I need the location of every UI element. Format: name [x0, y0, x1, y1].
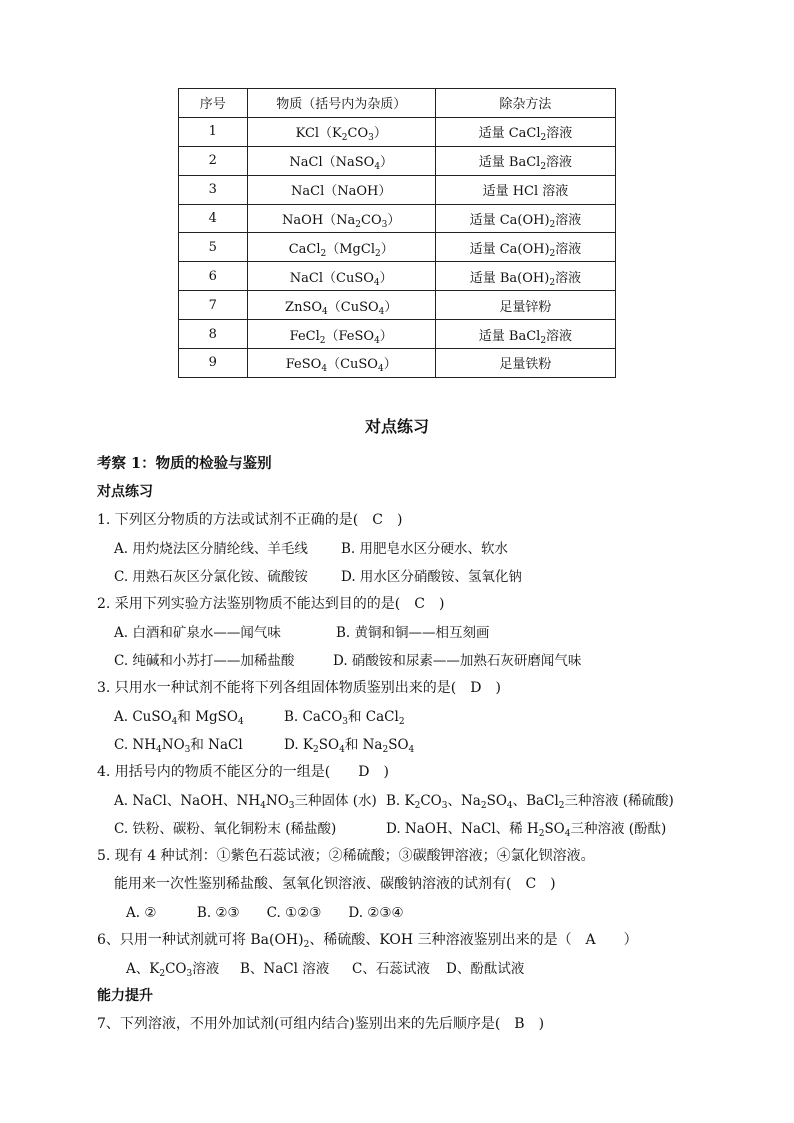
- section-title: 对点练习: [364, 417, 429, 436]
- q3-option-b: B. CaCO$_3$和 CaCl$_2$: [284, 709, 405, 727]
- header-method: 除杂方法: [435, 89, 615, 118]
- q2-option-a: A. 白酒和矿泉水——闻气味: [114, 625, 281, 641]
- question-1-stem: 1. 下列区分物质的方法或试剂不正确的是( C ): [97, 512, 403, 528]
- cell-substance: $NaOH(Na_2CO_3)$: [247, 204, 435, 233]
- q4-option-c: C. 铁粉、碳粉、氧化铜粉末 (稀盐酸): [114, 821, 337, 837]
- q3-option-d: D. $K_2SO_4$和 $Na_2SO_4$: [284, 737, 415, 755]
- q1-option-a: A. 用灼烧法区分腈纶线、羊毛线: [114, 541, 308, 557]
- table-header-row: [179, 89, 616, 118]
- q6-option-b: B、NaCl 溶液: [240, 961, 330, 977]
- cell-substance: FeCl$_2$（FeSO$_4$）: [247, 320, 435, 349]
- q1-option-c: C. 用熟石灰区分氯化铵、硫酸铵: [114, 569, 308, 585]
- topic-heading: 考察 1：物质的检验与鉴别: [97, 455, 272, 472]
- cell-method: 足量锌粉: [435, 291, 615, 320]
- cell-method: 适量 CaCl$_2$溶液: [435, 117, 615, 146]
- cell-index: 1: [179, 117, 248, 146]
- question-3-stem: 3. 只用水一种试剂不能将下列各组固体物质鉴别出来的是( D ): [97, 680, 501, 696]
- question-4-stem: 4. 用括号内的物质不能区分的一组是( D ): [97, 764, 389, 780]
- q3-option-a: A. CuSO$_4$和 MgSO$_4$: [114, 709, 244, 727]
- question-2-stem: 2. 采用下列实验方法鉴别物质不能达到目的的是( C ): [97, 596, 445, 612]
- cell-index: 5: [179, 233, 248, 262]
- table-row: [179, 233, 616, 262]
- cell-substance: $KCl(K_2CO_3)$: [247, 117, 435, 146]
- cell-index: 9: [179, 349, 248, 378]
- table-row: [179, 320, 616, 349]
- cell-substance: NaCl（NaSO$_4$）: [247, 146, 435, 175]
- cell-method: 适量 $Ca(OH)_2$溶液: [435, 233, 615, 262]
- cell-substance: NaCl（NaOH）: [247, 175, 435, 204]
- cell-method: 适量 $Ba(OH)_2$溶液: [435, 262, 615, 291]
- cell-substance: FeSO$_4$（CuSO$_4$）: [247, 349, 435, 378]
- table-row: [179, 349, 616, 378]
- q1-option-b: B. 用肥皂水区分硬水、软水: [341, 541, 509, 557]
- q2-option-d: D. 硝酸铵和尿素——加熟石灰研磨闻气味: [333, 653, 582, 669]
- cell-substance: NaCl（CuSO$_4$）: [247, 262, 435, 291]
- sub-heading-ability: 能力提升: [97, 988, 153, 1004]
- table-row: [179, 204, 616, 233]
- cell-index: 8: [179, 320, 248, 349]
- question-5-stem-cont: 能用来一次性鉴别稀盐酸、氢氧化钡溶液、碳酸钠溶液的试剂有( C ): [114, 876, 556, 892]
- question-6-stem: 6、只用一种试剂就可将 $Ba(OH)_2$、稀硫酸、KOH 三种溶液鉴别出来的是（ A ）: [97, 932, 638, 950]
- cell-method: 适量 BaCl$_2$溶液: [435, 320, 615, 349]
- table-row: [179, 291, 616, 320]
- q6-option-d: D、酚酞试液: [446, 961, 525, 977]
- cell-substance: CaCl$_2$（MgCl$_2$）: [247, 233, 435, 262]
- cell-index: 7: [179, 291, 248, 320]
- cell-substance: ZnSO$_4$（CuSO$_4$）: [247, 291, 435, 320]
- cell-method: 适量 BaCl$_2$溶液: [435, 146, 615, 175]
- cell-index: 2: [179, 146, 248, 175]
- table-row: [179, 262, 616, 291]
- cell-index: 3: [179, 175, 248, 204]
- table-row: [179, 175, 616, 204]
- cell-method: 适量 $Ca(OH)_2$溶液: [435, 204, 615, 233]
- q2-option-b: B. 黄铜和铜——相互刻画: [336, 625, 490, 641]
- table-row: [179, 117, 616, 146]
- q2-option-c: C. 纯碱和小苏打——加稀盐酸: [114, 653, 295, 669]
- header-substance: 物质（括号内为杂质）: [247, 89, 435, 118]
- q4-option-b: B. $K_2CO_3$、$Na_2SO_4$、BaCl$_2$三种溶液 (稀硫酸): [386, 793, 674, 811]
- q1-option-d: D. 用水区分硝酸铵、氢氧化钠: [341, 569, 522, 585]
- q4-option-a: A. NaCl、NaOH、$NH_4NO_3$三种固体 (水): [114, 793, 377, 811]
- q3-option-c: C. $NH_4NO_3$和 NaCl: [114, 737, 243, 755]
- impurity-removal-table: [178, 88, 616, 378]
- cell-method: 足量铁粉: [435, 349, 615, 378]
- cell-method: 适量 HCl 溶液: [435, 175, 615, 204]
- q5-options: A. ② B. ②③ C. ①②③ D. ②③④: [126, 905, 404, 921]
- q4-option-d: D. NaOH、NaCl、稀 $H_2SO_4$三种溶液 (酚酞): [386, 821, 667, 839]
- cell-index: 6: [179, 262, 248, 291]
- sub-heading-practice: 对点练习: [97, 484, 153, 500]
- q6-option-a: A、$K_2CO_3$溶液: [126, 961, 220, 979]
- question-5-stem: 5. 现有 4 种试剂：①紫色石蕊试液；②稀硫酸；③碳酸钾溶液；④氯化钡溶液。: [97, 848, 595, 864]
- table-row: [179, 146, 616, 175]
- q6-option-c: C、石蕊试液: [352, 961, 430, 977]
- header-index: 序号: [179, 89, 248, 118]
- question-7-stem: 7、下列溶液，不用外加试剂(可组内结合)鉴别出来的先后顺序是( B ): [97, 1016, 545, 1032]
- cell-index: 4: [179, 204, 248, 233]
